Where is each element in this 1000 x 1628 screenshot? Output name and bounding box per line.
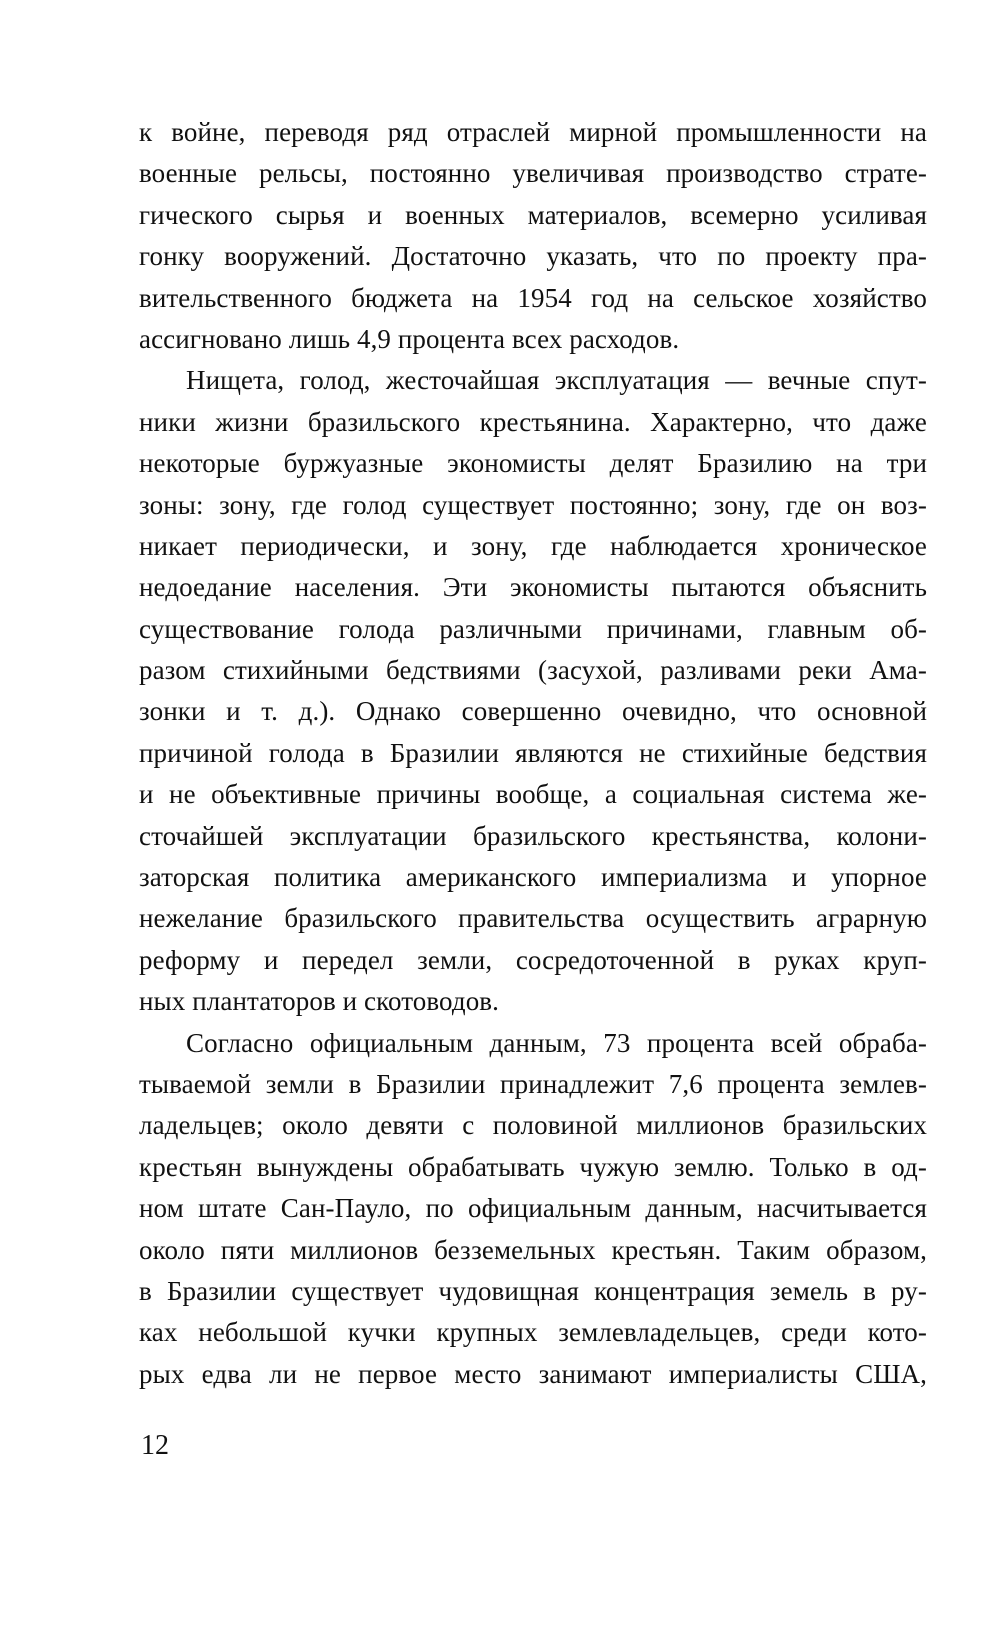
text-line: ладельцев; около девяти с половиной миллионов бразильских [139, 1110, 927, 1141]
paragraph-start-line: Согласно официальным данным, 73 процента всей обраба- [186, 1027, 927, 1058]
text-line: к войне, переводя ряд отраслей мирной промышленности на [139, 117, 927, 147]
text-line: недоедание населения. Эти экономисты пытаются объяснить [139, 572, 927, 603]
text-line: вительственного бюджета на 1954 год на сельское хозяйство [139, 282, 927, 313]
text-line: разом стихийными бедствиями (засухой, разливами реки Ама- [139, 655, 927, 686]
text-line: ном штате Сан-Пауло, по официальным данным, насчитывается [139, 1193, 927, 1224]
text-line: рых едва ли не первое место занимают империалисты США, [139, 1358, 927, 1389]
text-line: тываемой земли в Бразилии принадлежит 7,6 процента землев- [139, 1068, 927, 1099]
page-number: 12 [141, 1430, 169, 1461]
text-line: около пяти миллионов безземельных крестьян. Таким образом, [139, 1234, 927, 1265]
text-line: зонки и т. д.). Однако совершенно очевидно, что основной [139, 696, 927, 727]
text-line: и не объективные причины вообще, а социальная система же- [139, 779, 927, 810]
text-line: заторская политика американского империализма и упорное [139, 862, 927, 893]
body-text [139, 112, 927, 1395]
text-line: никает периодически, и зону, где наблюдается хроническое [139, 530, 927, 561]
text-line: причиной голода в Бразилии являются не стихийные бедствия [139, 737, 927, 768]
text-line: реформу и передел земли, сосредоточенной в руках круп- [139, 944, 927, 975]
text-line: ники жизни бразильского крестьянина. Характерно, что даже [139, 406, 927, 437]
text-line: гонку вооружений. Достаточно указать, что по проекту пра- [139, 241, 927, 272]
text-line: ках небольшой кучки крупных землевладельцев, среди кото- [139, 1317, 927, 1348]
text-line: ассигновано лишь 4,9 процента всех расходов. [139, 323, 680, 354]
text-line: некоторые буржуазные экономисты делят Бразилию на три [139, 448, 927, 479]
text-line: нежелание бразильского правительства осуществить аграрную [139, 903, 927, 934]
text-line: крестьян вынуждены обрабатывать чужую землю. Только в од- [139, 1151, 927, 1182]
text-line: существование голода различными причинами, главным об- [139, 613, 927, 644]
text-line: зоны: зону, где голод существует постоянно; зону, где он воз- [139, 489, 927, 520]
paragraph-start-line: Нищета, голод, жесточайшая эксплуатация — вечные спут- [186, 365, 927, 396]
text-line: сточайшей эксплуатации бразильского крестьянства, колони- [139, 820, 927, 851]
text-line: гического сырья и военных материалов, всемерно усиливая [139, 199, 927, 230]
text-line: военные рельсы, постоянно увеличивая производство страте- [139, 158, 927, 189]
text-line: в Бразилии существует чудовищная концентрация земель в ру- [139, 1275, 927, 1306]
text-line: ных плантаторов и скотоводов. [139, 986, 499, 1017]
